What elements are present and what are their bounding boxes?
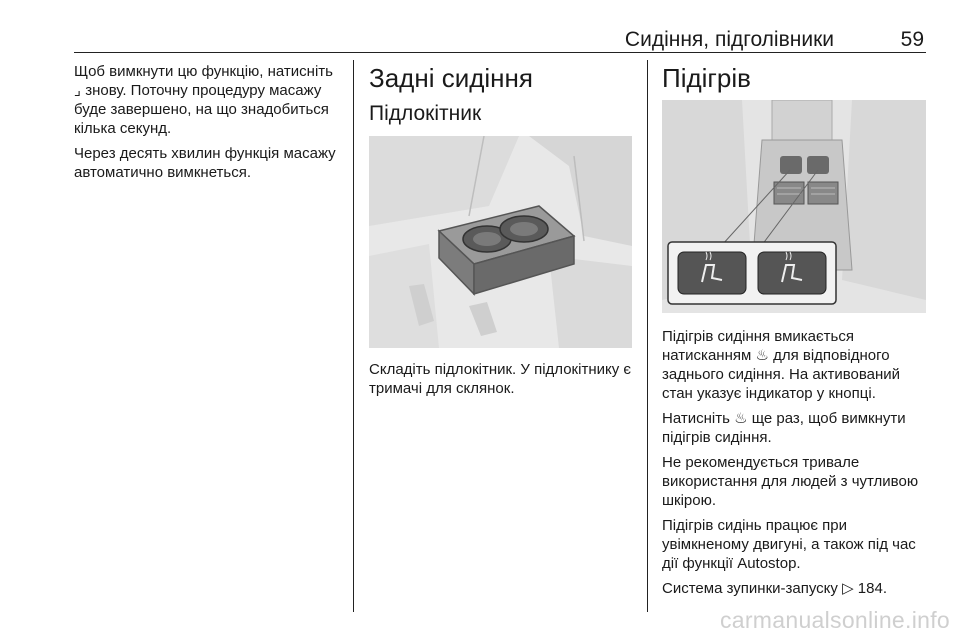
column-3 <box>662 62 928 604</box>
autostop-paragraph: Підігрів сидінь працює при увімкненому двигуні, а також під час дії функції Autostop. <box>662 517 916 572</box>
armrest-caption: Складіть підлокітник. У підлокітнику є тримачі для склянок. <box>369 361 632 397</box>
page-header <box>74 26 926 53</box>
rear-console-heating-illustration <box>662 100 926 313</box>
watermark: carmanualsonline.info <box>719 607 950 633</box>
stop-start-reference: Система зупинки-запуску ▷ 184. <box>662 579 888 597</box>
column-divider-right <box>647 60 648 612</box>
seat-heat-icon: ♨ <box>755 346 769 364</box>
column-divider-left <box>353 60 354 612</box>
page-title: Сидіння, підголівники <box>624 28 834 51</box>
massage-timeout-paragraph: Через десять хвилин функція масажу автоматично вимкнеться. <box>74 145 336 181</box>
column-1 <box>74 62 344 188</box>
section-heading-heating: Підігрів <box>662 63 751 93</box>
massage-off-paragraph: Щоб вимкнути цю функцію, натисніть ⌟ знову. Поточну процедуру масажу буде завершено, на що знадобиться кілька секунд. <box>74 63 333 137</box>
subheading-armrest: Підлокітник <box>369 102 482 125</box>
heating-on-paragraph: Підігрів сидіння вмикається натисканням ♨ для відповідного заднього сидіння. На активований стан указує індикатор у кнопці. <box>662 328 901 402</box>
column-2 <box>369 62 634 404</box>
heating-off-paragraph: Натисніть ♨ ще раз, щоб вимкнути підігрів сидіння. <box>662 409 906 446</box>
massage-icon: ⌟ <box>74 81 82 99</box>
page-reference-arrow-icon: ▷ <box>842 579 854 597</box>
sensitive-skin-paragraph: Не рекомендується тривале використання для людей з чутливою шкірою. <box>662 454 919 509</box>
armrest-illustration <box>369 136 632 348</box>
section-heading-rear-seats: Задні сидіння <box>369 63 533 93</box>
page-number: 59 <box>900 28 924 51</box>
seat-heat-icon: ♨ <box>734 409 748 427</box>
